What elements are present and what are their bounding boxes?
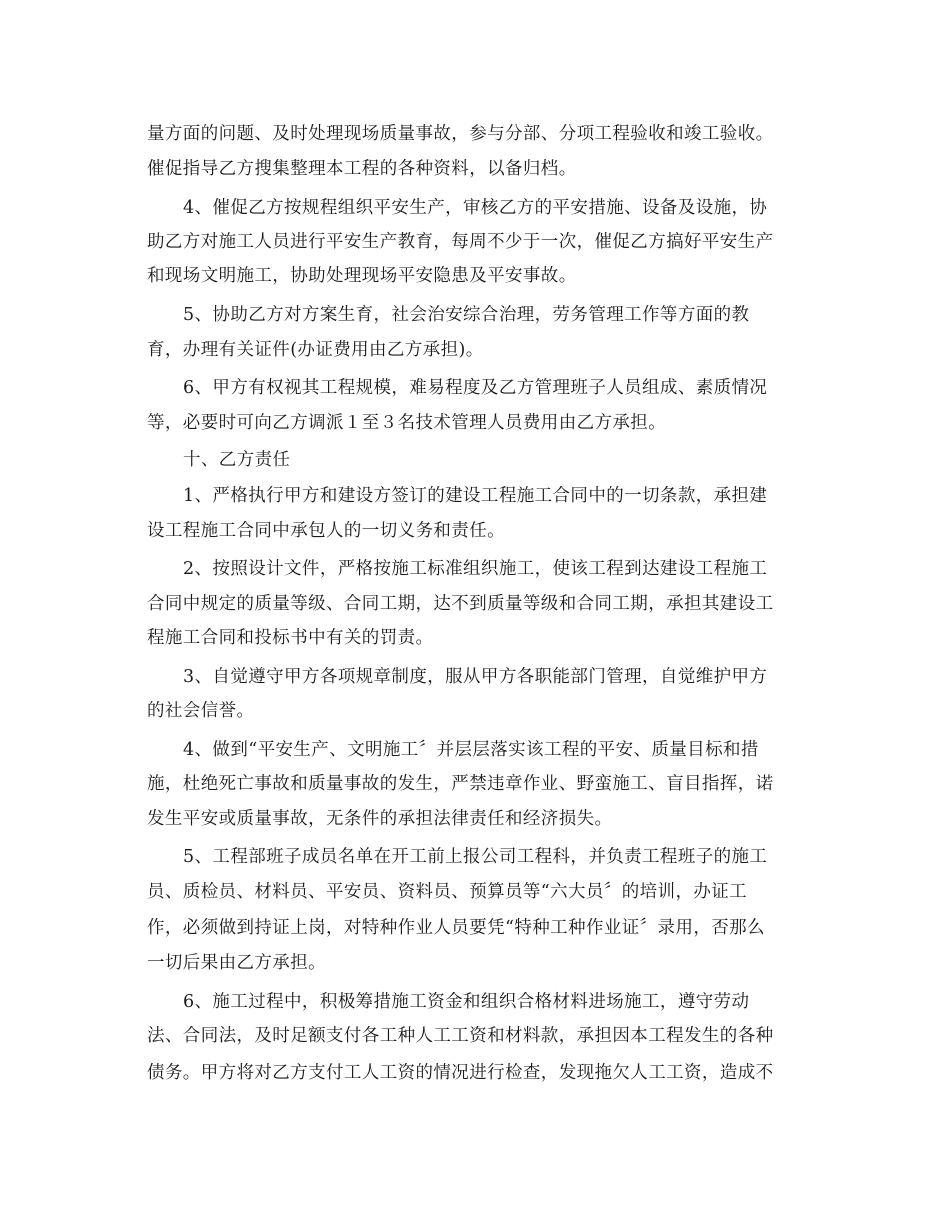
text-line: 合同中规定的质量等级、合同工期，达不到质量等级和合同工期，承担其建设工 (147, 594, 774, 614)
text-line: 施，杜绝死亡事故和质量事故的发生，严禁违章作业、野蛮施工、盲目指挥，诺 (147, 774, 774, 794)
text-line: 5、工程部班子成员名单在开工前上报公司工程科，并负责工程班子的施工 (183, 847, 768, 867)
text-line: 6、甲方有权视其工程规模，难易程度及乙方管理班子人员组成、素质情况 (183, 378, 768, 398)
text-line: 作，必须做到持证上岗，对特种作业人员要凭“特种工种作业证〞录用，否那么 (147, 918, 765, 938)
text-line: 催促指导乙方搜集整理本工程的各种资料，以备归档。 (147, 159, 577, 179)
text-line: 债务。甲方将对乙方支付工人工资的情况进行检查，发现拖欠人工工资，造成不 (147, 1063, 774, 1083)
text-line: 助乙方对施工人员进行平安生产教育，每周不少于一次，催促乙方搞好平安生产 (147, 232, 774, 252)
text-line: 3、自觉遵守甲方各项规章制度，服从甲方各职能部门管理，自觉维护甲方 (183, 667, 768, 687)
text-line: 4、做到“平安生产、文明施工〞并层层落实该工程的平安、质量目标和措 (183, 740, 759, 760)
text-line: 量方面的问题、及时处理现场质量事故，参与分部、分项工程验收和竣工验收。 (147, 124, 774, 144)
text-line: 设工程施工合同中承包人的一切义务和责任。 (147, 521, 505, 541)
text-line: 等，必要时可向乙方调派１至３名技术管理人员费用由乙方承担。 (147, 413, 667, 433)
text-line: 5、协助乙方对方案生育，社会治安综合治理，劳务管理工作等方面的教 (183, 305, 750, 325)
section-heading: 十、乙方责任 (183, 450, 291, 470)
text-line: 员、质检员、材料员、平安员、资料员、预算员等“六大员〞的培训，办证工 (147, 882, 748, 902)
text-line: 4、催促乙方按规程组织平安生产，审核乙方的平安措施、设备及设施，协 (183, 198, 768, 218)
text-line: 1、严格执行甲方和建设方签订的建设工程施工合同中的一切条款，承担建 (183, 486, 768, 506)
text-line: 一切后果由乙方承担。 (147, 953, 326, 973)
text-line: 2、按照设计文件，严格按施工标准组织施工，使该工程到达建设工程施工 (183, 559, 768, 579)
text-line: 法、合同法，及时足额支付各工种人工工资和材料款，承担因本工程发生的各种 (147, 1026, 774, 1046)
text-line: 的社会信誉。 (147, 701, 255, 721)
text-line: 和现场文明施工，协助处理现场平安隐患及平安事故。 (147, 266, 577, 286)
text-line: 6、施工过程中，积极筹措施工资金和组织合格材料进场施工，遵守劳动 (183, 992, 750, 1012)
text-line: 发生平安或质量事故，无条件的承担法律责任和经济损失。 (147, 809, 613, 829)
text-line: 程施工合同和投标书中有关的罚责。 (147, 628, 434, 648)
text-line: 育，办理有关证件(办证费用由乙方承担)。 (147, 340, 484, 360)
